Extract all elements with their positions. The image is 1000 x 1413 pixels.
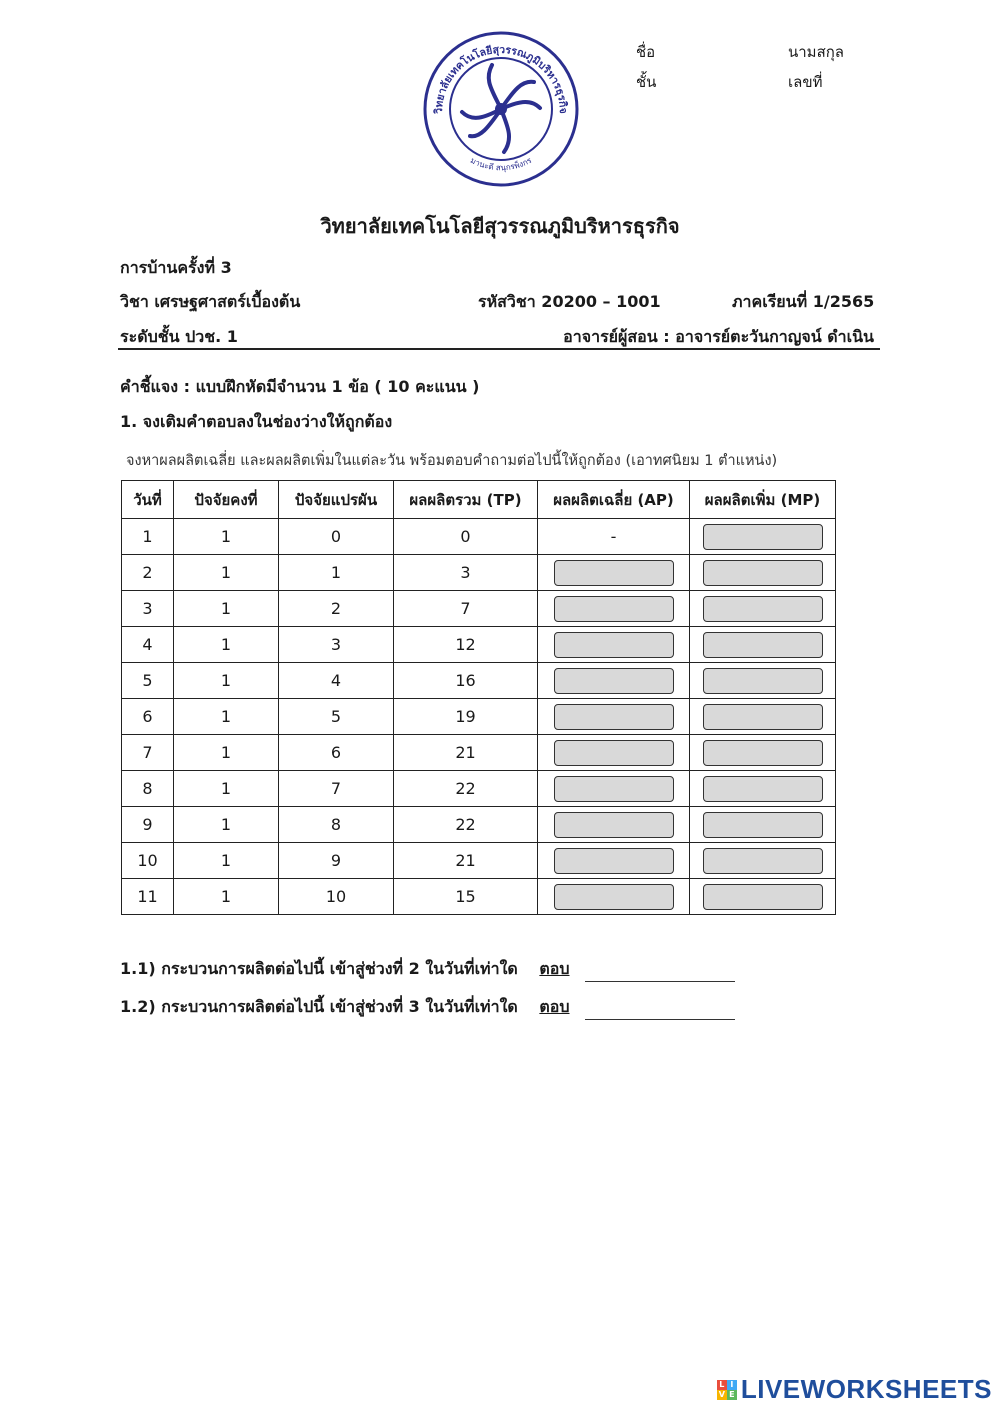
- cell-mp: [690, 519, 836, 555]
- cell-mp: [690, 807, 836, 843]
- cell-mp: [690, 555, 836, 591]
- question-1-title: 1. จงเติมคำตอบลงในช่องว่างให้ถูกต้อง: [120, 412, 393, 431]
- cell-variable: 0: [279, 519, 394, 555]
- table-row: [122, 627, 836, 663]
- college-seal-image: [422, 30, 580, 188]
- svg-text:มานะดี สนุกรพ็งกร: [469, 155, 534, 172]
- question-1-detail: จงหาผลผลิตเฉลี่ย และผลผลิตเพิ่มในแต่ละวัน พร้อมตอบคำถามต่อไปนี้ให้ถูกต้อง (เอาทศนิยม 1 ตำแหน่ง): [126, 453, 778, 469]
- table-row: [122, 663, 836, 699]
- table-row: [122, 591, 836, 627]
- subject-name: วิชา เศรษฐศาสตร์เบื้องต้น: [120, 292, 301, 311]
- subquestion-1-2: [120, 995, 735, 1020]
- cell-mp: [690, 879, 836, 915]
- number-label: เลขที่: [788, 73, 823, 91]
- cell-ap: [538, 591, 690, 627]
- liveworksheets-logo-text: LIVEWORKSHEETS: [740, 1374, 992, 1404]
- mp-answer-input[interactable]: [703, 812, 823, 838]
- homework-number: การบ้านครั้งที่ 3: [120, 258, 232, 277]
- ap-answer-input[interactable]: [554, 740, 674, 766]
- cell-ap: [538, 555, 690, 591]
- production-table: [121, 480, 836, 915]
- cell-fixed: 1: [174, 627, 279, 663]
- header-day: วันที่: [122, 481, 174, 519]
- subquestion-1-1-text: 1.1) กระบวนการผลิตต่อไปนี้ เข้าสู่ช่วงที่ 2 ในวันที่เท่าใด: [120, 959, 518, 978]
- semester: ภาคเรียนที่ 1/2565: [732, 292, 875, 311]
- subquestion-1-2-text: 1.2) กระบวนการผลิตต่อไปนี้ เข้าสู่ช่วงที่ 3 ในวันที่เท่าใด: [120, 997, 518, 1016]
- cell-ap: [538, 663, 690, 699]
- cell-day: 6: [122, 699, 174, 735]
- subquestion-1-1-answer-input[interactable]: [585, 963, 735, 982]
- cell-variable: 6: [279, 735, 394, 771]
- cell-ap: [538, 807, 690, 843]
- ap-answer-input[interactable]: [554, 632, 674, 658]
- surname-label: นามสกุล: [788, 43, 844, 61]
- cell-mp: [690, 699, 836, 735]
- ap-answer-input[interactable]: [554, 884, 674, 910]
- cell-day: 3: [122, 591, 174, 627]
- cell-day: 5: [122, 663, 174, 699]
- mp-answer-input[interactable]: [703, 884, 823, 910]
- cell-day: 11: [122, 879, 174, 915]
- cell-mp: [690, 735, 836, 771]
- cell-day: 1: [122, 519, 174, 555]
- header-divider: [118, 348, 880, 350]
- mp-answer-input[interactable]: [703, 632, 823, 658]
- logo-motto-text: มานะดี สนุกรพ็งกร: [468, 155, 534, 173]
- mp-answer-input[interactable]: [703, 668, 823, 694]
- cell-ap: [538, 627, 690, 663]
- cell-ap: [538, 843, 690, 879]
- class-label: ชั้น: [636, 73, 657, 91]
- cell-tp: 15: [394, 879, 538, 915]
- table-row: [122, 879, 836, 915]
- liveworksheets-brand: [717, 1374, 992, 1405]
- mp-answer-input[interactable]: [703, 524, 823, 550]
- cell-mp: [690, 591, 836, 627]
- header-total-product: ผลผลิตรวม (TP): [394, 481, 538, 519]
- cell-tp: 21: [394, 735, 538, 771]
- cell-tp: 22: [394, 771, 538, 807]
- cell-fixed: 1: [174, 879, 279, 915]
- subject-code: รหัสวิชา 20200 – 1001: [478, 292, 661, 311]
- cell-tp: 7: [394, 591, 538, 627]
- cell-mp: [690, 843, 836, 879]
- ap-answer-input[interactable]: [554, 560, 674, 586]
- cell-tp: 19: [394, 699, 538, 735]
- header-fixed-factor: ปัจจัยคงที่: [174, 481, 279, 519]
- cell-variable: 2: [279, 591, 394, 627]
- cell-variable: 1: [279, 555, 394, 591]
- logo-ring-text: วิทยาลัยเทคโนโลยีสุวรรณภูมิบริหารธุรกิจ: [432, 43, 570, 114]
- cell-variable: 3: [279, 627, 394, 663]
- cell-variable: 9: [279, 843, 394, 879]
- mp-answer-input[interactable]: [703, 560, 823, 586]
- cell-day: 10: [122, 843, 174, 879]
- table-row: [122, 735, 836, 771]
- cell-mp: [690, 663, 836, 699]
- cell-ap: [538, 771, 690, 807]
- cell-tp: 22: [394, 807, 538, 843]
- cell-tp: 12: [394, 627, 538, 663]
- cell-tp: 0: [394, 519, 538, 555]
- cell-ap: [538, 735, 690, 771]
- cell-variable: 5: [279, 699, 394, 735]
- cell-day: 9: [122, 807, 174, 843]
- cell-variable: 4: [279, 663, 394, 699]
- header-average-product: ผลผลิตเฉลี่ย (AP): [538, 481, 690, 519]
- answer-label: ตอบ: [539, 959, 570, 978]
- mp-answer-input[interactable]: [703, 740, 823, 766]
- ap-answer-input[interactable]: [554, 776, 674, 802]
- cell-fixed: 1: [174, 843, 279, 879]
- cell-variable: 10: [279, 879, 394, 915]
- page-title: วิทยาลัยเทคโนโลยีสุวรรณภูมิบริหารธุรกิจ: [320, 214, 680, 238]
- cell-tp: 21: [394, 843, 538, 879]
- cell-ap: [538, 699, 690, 735]
- ap-answer-input[interactable]: [554, 812, 674, 838]
- table-row: [122, 699, 836, 735]
- ap-answer-input[interactable]: [554, 848, 674, 874]
- cell-tp: 16: [394, 663, 538, 699]
- cell-variable: 8: [279, 807, 394, 843]
- table-row: [122, 771, 836, 807]
- mp-answer-input[interactable]: [703, 848, 823, 874]
- ap-answer-input[interactable]: [554, 704, 674, 730]
- cell-ap: -: [538, 519, 690, 555]
- liveworksheets-icon: L I V E: [717, 1380, 737, 1400]
- table-row: [122, 807, 836, 843]
- teacher-name: อาจารย์ผู้สอน : อาจารย์ตะวันกาญจน์ ดำเนิน: [563, 327, 874, 346]
- cell-fixed: 1: [174, 555, 279, 591]
- college-logo: [422, 30, 580, 188]
- cell-mp: [690, 771, 836, 807]
- answer-label: ตอบ: [539, 997, 570, 1016]
- cell-fixed: 1: [174, 663, 279, 699]
- table-row: [122, 843, 836, 879]
- table-row: [122, 555, 836, 591]
- cell-day: 2: [122, 555, 174, 591]
- cell-ap: [538, 879, 690, 915]
- cell-tp: 3: [394, 555, 538, 591]
- class-level: ระดับชั้น ปวช. 1: [120, 327, 238, 346]
- name-label: ชื่อ: [636, 43, 656, 61]
- cell-fixed: 1: [174, 771, 279, 807]
- cell-day: 8: [122, 771, 174, 807]
- cell-variable: 7: [279, 771, 394, 807]
- cell-fixed: 1: [174, 807, 279, 843]
- mp-answer-input[interactable]: [703, 596, 823, 622]
- table-row: [122, 519, 836, 555]
- instructions: คำชี้แจง : แบบฝึกหัดมีจำนวน 1 ข้อ ( 10 คะแนน ): [120, 377, 480, 396]
- subquestion-1-2-answer-input[interactable]: [585, 1001, 735, 1020]
- cell-fixed: 1: [174, 735, 279, 771]
- cell-day: 7: [122, 735, 174, 771]
- ap-answer-input[interactable]: [554, 668, 674, 694]
- cell-mp: [690, 627, 836, 663]
- cell-day: 4: [122, 627, 174, 663]
- header-marginal-product: ผลผลิตเพิ่ม (MP): [690, 481, 836, 519]
- cell-fixed: 1: [174, 591, 279, 627]
- table-header-row: [122, 481, 836, 519]
- cell-fixed: 1: [174, 699, 279, 735]
- header-variable-factor: ปัจจัยแปรผัน: [279, 481, 394, 519]
- mp-answer-input[interactable]: [703, 776, 823, 802]
- ap-answer-input[interactable]: [554, 596, 674, 622]
- mp-answer-input[interactable]: [703, 704, 823, 730]
- cell-fixed: 1: [174, 519, 279, 555]
- subquestion-1-1: [120, 957, 735, 982]
